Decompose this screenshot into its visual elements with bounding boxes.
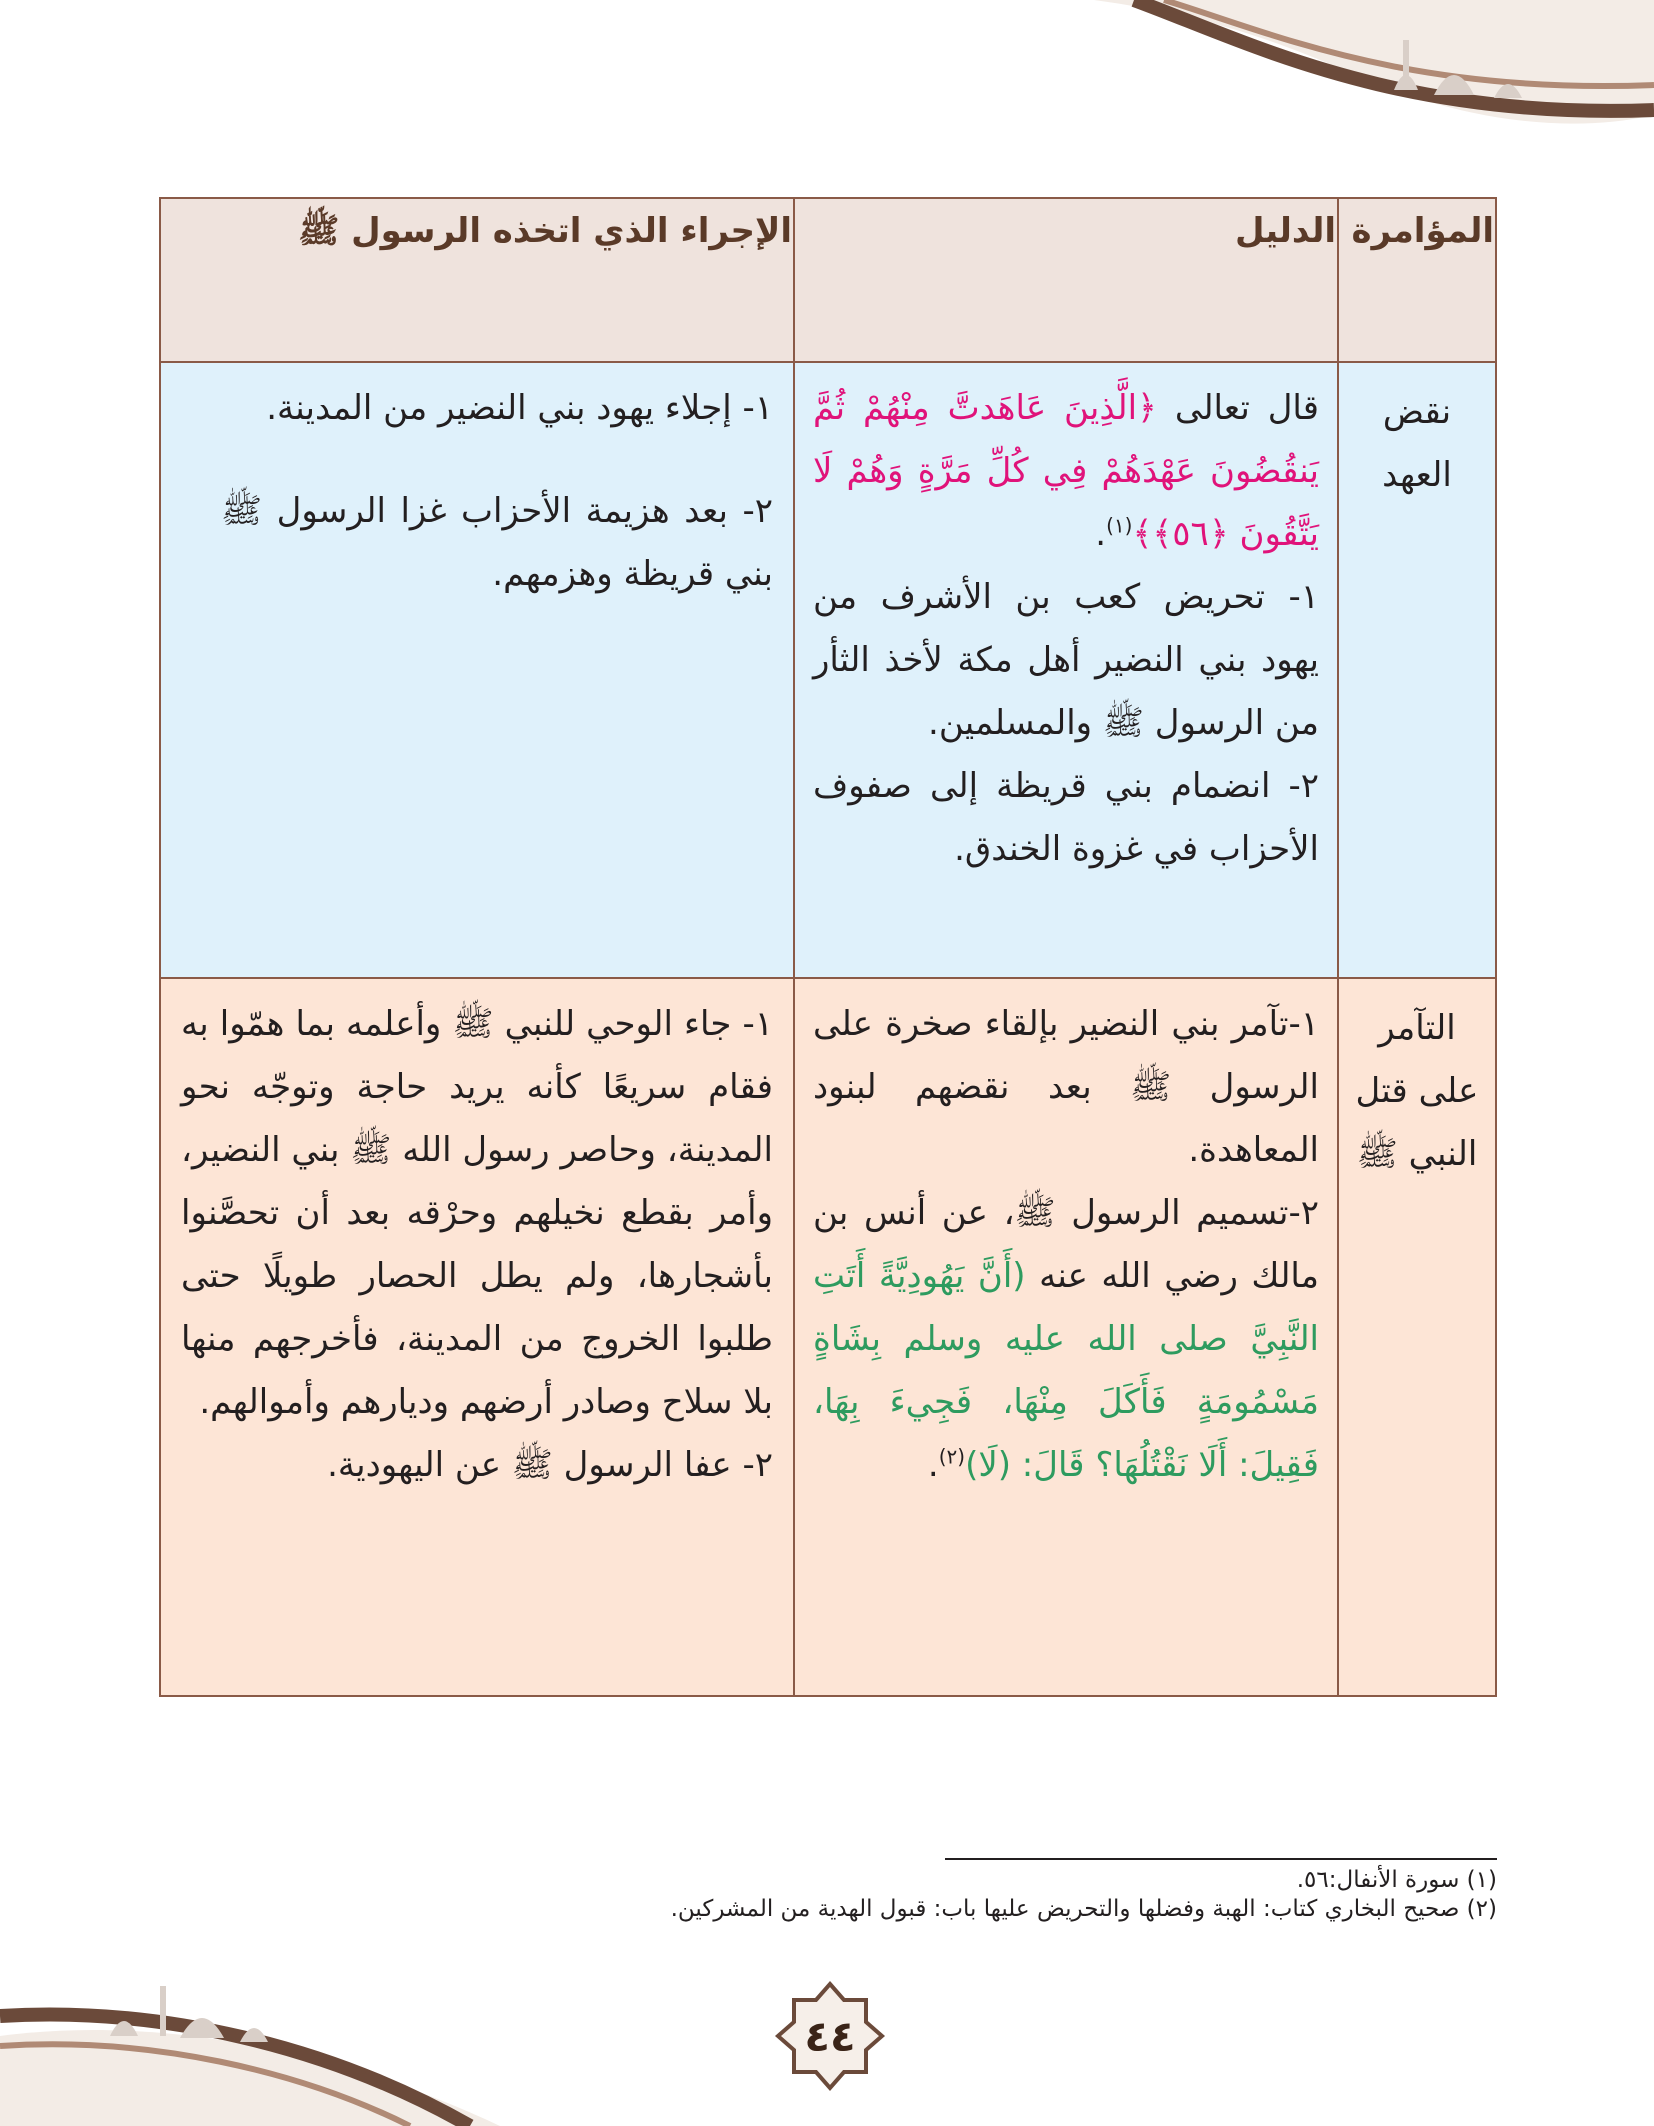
row1-verse xyxy=(813,377,1319,566)
bottom-ornament xyxy=(0,1976,560,2126)
evidence-point: ١-تآمر بني النضير بإلقاء صخرة على الرسول ﷺ بعد نقضهم لبنود المعاهدة. xyxy=(813,1004,1319,1170)
action-point: ١- جاء الوحي للنبي ﷺ وأعلمه بما همّوا به فقام سريعًا كأنه يريد حاجة وتوجّه نحو المدينة، وحاصر رسول الله ﷺ بني النضير، وأمر بقطع نخيلهم وحرْقه بعد أن تحصَّنوا بأشجارها، ولم يطل الحصار طويلًا حتى طلبوا الخروج من المدينة، فأخرجهم منها بلا سلاح وصادر أرضهم وديارهم وأموالهم. xyxy=(181,1004,773,1422)
row2-evidence xyxy=(794,978,1338,1696)
page-number: ٤٤ xyxy=(804,2011,856,2061)
evidence-point: ١- تحريض كعب بن الأشرف من يهود بني النضير أهل مكة لأخذ الثأر من الرسول ﷺ والمسلمين. xyxy=(813,577,1319,743)
action-point: ٢- عفا الرسول ﷺ عن اليهودية. xyxy=(327,1445,773,1485)
footnotes xyxy=(497,1866,1497,1924)
row1-conspiracy: نقض العهد xyxy=(1338,362,1496,978)
footnote-ref-1: (١) xyxy=(1106,513,1133,538)
footnote-1: (١) سورة الأنفال:٥٦. xyxy=(1296,1867,1497,1893)
row1-action xyxy=(160,362,794,978)
evidence-point: ٢- انضمام بني قريظة إلى صفوف الأحزاب في غزوة الخندق. xyxy=(813,766,1319,869)
conspiracy-table xyxy=(159,197,1497,1697)
quran-verse: ﴿الَّذِينَ عَاهَدتَّ مِنْهُمْ ثُمَّ يَنقُضُونَ عَهْدَهُمْ فِي كُلِّ مَرَّةٍ وَهُمْ لَا يَتَّقُونَ ﴿٥٦﴾﴾ xyxy=(813,388,1319,554)
row2-action xyxy=(160,978,794,1696)
footnote-2: (٢) صحيح البخاري كتاب: الهبة وفضلها والتحريض عليها باب: قبول الهدية من المشركين. xyxy=(670,1896,1497,1922)
verse-intro: قال تعالى xyxy=(1174,388,1320,428)
action-point: ٢- بعد هزيمة الأحزاب غزا الرسول ﷺ بني قريظة وهزمهم. xyxy=(221,491,773,594)
row1-evidence xyxy=(794,362,1338,978)
footnote-divider xyxy=(945,1858,1497,1860)
action-point: ١- إجلاء يهود بني النضير من المدينة. xyxy=(266,388,773,428)
hadith-intro: ٢-تسميم الرسول ﷺ، عن أنس بن مالك رضي الله عنه xyxy=(813,1193,1320,1296)
top-ornament xyxy=(1094,0,1654,130)
table-row xyxy=(160,978,1496,1696)
row2-conspiracy: التآمر على قتل النبي ﷺ xyxy=(1338,978,1496,1696)
hadith-end: . xyxy=(927,1445,939,1485)
hadith-text: (أَنَّ يَهُودِيَّةً أَتَتِ النَّبِيَّ صلى الله عليه وسلم بِشَاةٍ مَسْمُومَةٍ فَأَكَلَ مِنْهَا، فَجِيءَ بِهَا، فَقِيلَ: أَلَا نَقْتُلُهَا؟ قَالَ: (لَا) xyxy=(813,1256,1319,1485)
header-conspiracy: المؤامرة xyxy=(1338,198,1496,362)
footnote-ref-2: (٢) xyxy=(938,1444,966,1469)
verse-end: . xyxy=(1095,514,1107,554)
row2-hadith xyxy=(813,1182,1319,1497)
header-evidence: الدليل xyxy=(794,198,1338,362)
header-action: الإجراء الذي اتخذه الرسول ﷺ xyxy=(160,198,794,362)
table-row xyxy=(160,362,1496,978)
